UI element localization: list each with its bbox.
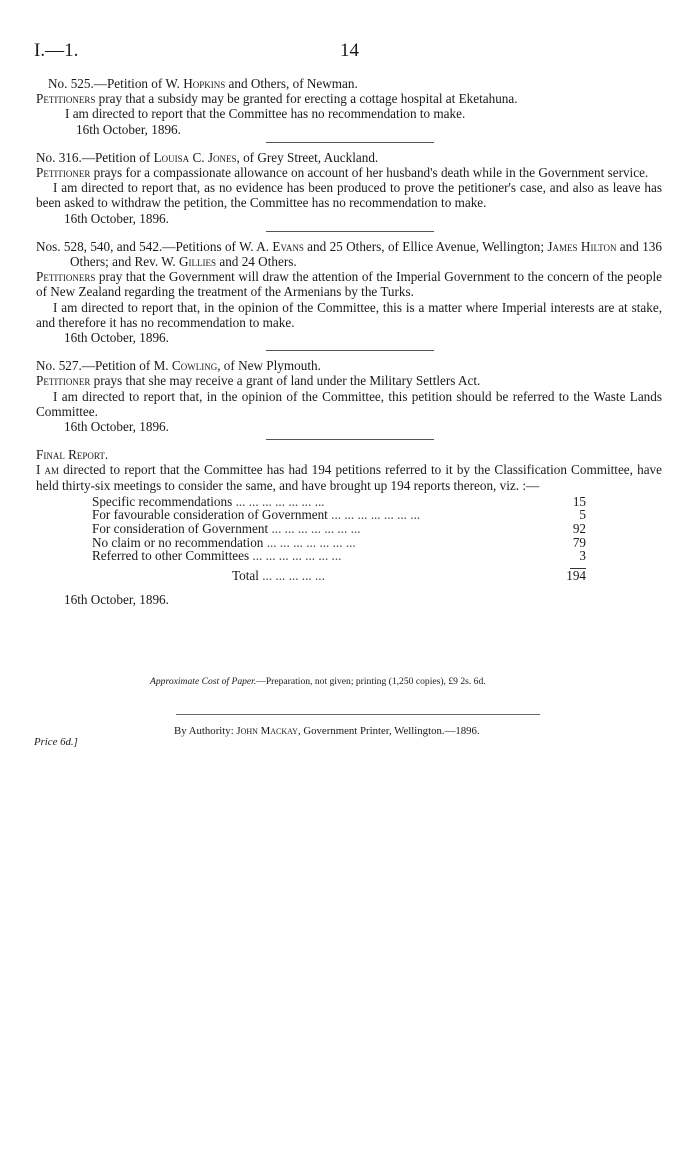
leader-dots: ... ... ... ... ... ... ... [268, 522, 361, 536]
petition-date: 16th October, 1896. [64, 419, 169, 435]
petition-title: No. 316.—Petition of Louisa C. Jones, of Grey Street, Auckland. [36, 149, 379, 165]
petition-report: I am directed to report that, as no evidence has been produced to prove the petitioner's case, and also as leave has been asked to withdraw the petition, the Committee has no recommendation to make. [36, 180, 662, 211]
summary-row [92, 495, 586, 509]
petition-report: I am directed to report that, in the opinion of the Committee, this is a matter where Imperial interests are at stake, and therefore it has no recommendation to make. [36, 299, 662, 330]
leader-dots: ... ... ... ... ... ... ... [232, 494, 325, 509]
petition-date: 16th October, 1896. [64, 330, 169, 346]
leader-dots: ... ... ... ... ... ... ... [327, 508, 421, 523]
final-report-intro: I am directed to report that the Committee has had 194 petitions referred to it by the Classification Committee, have held thirty-six meetings to consider the same, and have brought up 194 reports thereon, viz. :— [36, 462, 662, 493]
petition-date: 16th October, 1896. [76, 121, 181, 137]
summary-row-label: No claim or no recommendation [92, 535, 264, 550]
petition-report: I am directed to report that the Committee has no recommendation to make. [65, 106, 466, 122]
section-divider [266, 439, 434, 440]
printer-authority: By Authority: John Mackay, Government Printer, Wellington.—1896. [174, 725, 480, 737]
section-divider [266, 142, 434, 143]
total-label: Total [232, 568, 259, 583]
final-report [36, 447, 662, 607]
section-divider [266, 231, 434, 232]
petition-316 [36, 150, 662, 226]
summary-row-value: 5 [579, 507, 586, 523]
summary-row-label: For consideration of Government [92, 522, 269, 536]
leader-dots: ... ... ... ... ... ... ... [263, 535, 356, 550]
petition-528-540-542 [36, 239, 662, 345]
petition-title: No. 525.—Petition of W. Hopkins and Others, of Newman. [48, 76, 358, 91]
petition-title: No. 527.—Petition of M. Cowling, of New Plymouth. [36, 358, 321, 374]
summary-row [92, 549, 586, 563]
petition-525 [36, 76, 652, 137]
summary-row-label: Specific recommendations [92, 494, 233, 509]
price-note: Price 6d.] [34, 736, 78, 748]
summary-table [92, 495, 586, 583]
summary-row-value: 92 [572, 521, 586, 537]
final-report-title: Final Report. [36, 447, 109, 463]
summary-row-value: 15 [572, 493, 586, 509]
summary-row-value: 3 [579, 548, 586, 564]
summary-row-value: 79 [572, 534, 586, 550]
petition-report: I am directed to report that, in the opinion of the Committee, this petition should be referred to the Waste Lands Committee. [36, 388, 662, 419]
petition-date: 16th October, 1896. [64, 210, 169, 226]
cost-note: Approximate Cost of Paper.—Preparation, not given; printing (1,250 copies), £9 2s. 6d. [150, 676, 486, 687]
final-report-date: 16th October, 1896. [64, 592, 169, 608]
footer-divider [176, 714, 540, 715]
page-number: 14 [340, 40, 359, 61]
summary-row-label: Referred to other Committees [92, 549, 250, 563]
summary-row [92, 522, 586, 536]
petition-body: Petitioner prays for a compassionate allowance on account of her husband's death while in the Government service. [36, 165, 649, 181]
leader-dots: ... ... ... ... ... [258, 568, 325, 583]
summary-total-row [92, 569, 586, 583]
section-divider [266, 350, 434, 351]
summary-row-label: For favourable consideration of Government [92, 508, 328, 523]
leader-dots: ... ... ... ... ... ... ... [249, 549, 342, 563]
paper-reference: I.—1. [34, 40, 79, 61]
summary-row [92, 536, 586, 550]
petition-body: Petitioner prays that she may receive a grant of land under the Military Settlers Act. [36, 373, 481, 389]
petition-body: Petitioners pray that the Government will draw the attention of the Imperial Government to the concern of the people of New Zealand regarding the treatment of the Armenians by the Turks. [36, 269, 662, 300]
petition-title: Nos. 528, 540, and 542.—Petitions of W. A. Evans and 25 Others, of Ellice Avenue, Wellington; James Hilton and 136 Others; and Rev. W. Gillies and 24 Others. [36, 238, 662, 270]
summary-row [92, 508, 586, 522]
petition-body: Petitioners pray that a subsidy may be granted for erecting a cottage hospital at Eketahuna. [36, 91, 518, 107]
document-body [36, 76, 662, 608]
total-value: 194 [566, 567, 586, 583]
petition-527 [36, 358, 662, 434]
